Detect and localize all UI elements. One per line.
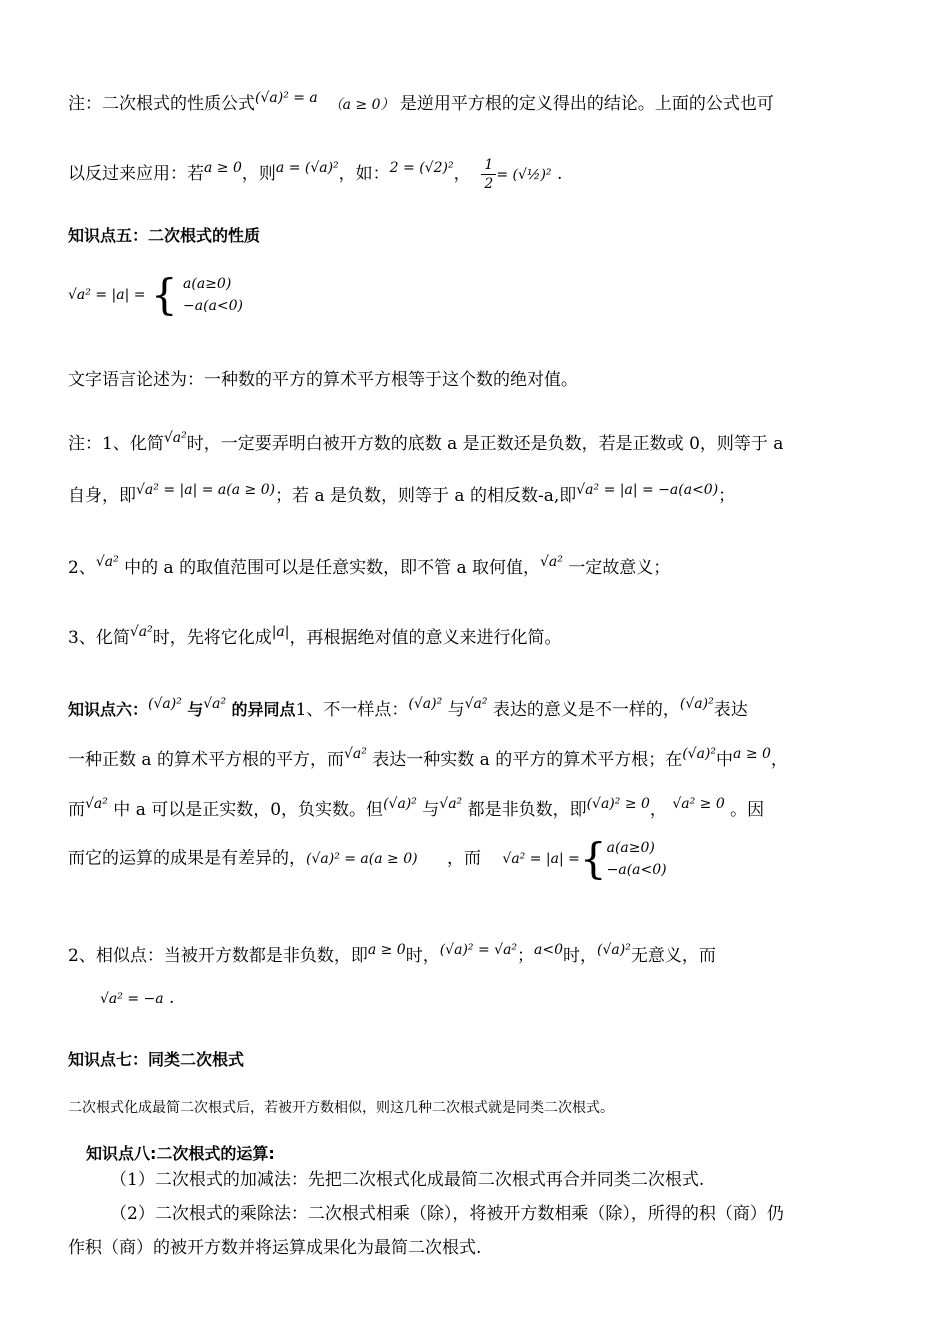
section8-p3: 作积（商）的被开方数并将运算成果化为最简二次根式. (68, 1238, 482, 1258)
nonneg-formula: (√a)² ≥ 0 (586, 796, 650, 812)
section6-line1 (68, 692, 748, 722)
condition-formula: （a ≥ 0） (328, 97, 395, 113)
body-text: ， (649, 800, 667, 820)
note-text: 3、化简 (68, 628, 130, 648)
body-text: 无意义，而 (630, 946, 716, 966)
period: . (169, 988, 175, 1008)
section6-title: 的异同点 (231, 700, 296, 719)
sqrt-a2: √a² (439, 796, 463, 812)
equality-formula: (√a)² = √a² (439, 942, 518, 958)
square-of-root: (√a)² (383, 796, 417, 812)
body-text: 1、不一样点： (295, 700, 409, 720)
sqrt-a2: √a² (129, 624, 153, 640)
note-text: ；若 a 是负数，则等于 a 的相反数-a,即 (275, 486, 577, 506)
condition-formula: a ≥ 0 (367, 942, 406, 958)
section7-title: 知识点七：同类二次根式 (68, 1050, 245, 1069)
section5-title: 知识点五：二次根式的性质 (68, 226, 261, 245)
body-text: 2、相似点：当被开方数都是非负数，即 (68, 946, 368, 966)
section5-formula (68, 269, 244, 319)
body-text: 。因 (730, 800, 765, 820)
body-text: 时， (405, 946, 440, 966)
body-text: 与 (447, 700, 465, 720)
square-of-root: (√a)² (597, 942, 631, 958)
section5-text: 文字语言论述为：一种数的平方的算术平方根等于这个数的绝对值。 (68, 370, 578, 390)
square-of-root: (√a)² (679, 696, 714, 712)
sqrt-a2: √a² (95, 554, 119, 570)
section6-line2 (68, 742, 788, 772)
cases (607, 837, 667, 881)
sqrt-a2: √a² (203, 696, 227, 712)
section6-title: 知识点六： (68, 700, 149, 719)
note-text: ，再根据绝对值的意义来进行化简。 (289, 628, 562, 648)
section6-line3 (68, 792, 764, 822)
section5-note3 (68, 620, 562, 650)
section5-note2 (68, 550, 670, 580)
note-text: 注：二次根式的性质公式 (68, 94, 255, 114)
body-text: 而 (68, 800, 85, 820)
abs-formula-lhs: √a² = |a| = (68, 286, 146, 303)
brace: { (579, 833, 607, 883)
body-text: 表达一种实数 a 的平方的算术平方根；在 (372, 750, 683, 770)
example-formula: 2 = (√2)² (389, 160, 454, 176)
condition-formula: a ≥ 0 (733, 746, 771, 762)
fraction-numerator: 1 (481, 156, 496, 175)
property-formula: (√a)² = a (255, 90, 318, 106)
section6-similar-line1 (68, 938, 716, 968)
sqrt-a2: √a² (464, 696, 488, 712)
body-text: 时， (563, 946, 598, 966)
body-text: ； (517, 946, 535, 966)
section5-note1-line1 (68, 426, 783, 456)
square-formula: (√a)² = a(a ≥ 0) (306, 850, 418, 867)
body-text: 而它的运算的成果是有差异的， (68, 848, 306, 869)
body-text: ，而 (447, 848, 481, 869)
note-text: 一定故意义； (568, 558, 671, 578)
fraction-denominator: 2 (484, 176, 494, 192)
abs-a: |a| (271, 624, 290, 640)
note-text: 时，一定要弄明白被开方数的底数 a 是正数还是负数，若是正数或 0，则等于 a (186, 434, 784, 454)
brace: { (150, 269, 178, 319)
square-of-root: (√a)² (148, 696, 182, 712)
note-line-1 (68, 86, 774, 117)
condition-formula: a<0 (534, 942, 564, 958)
nonneg-formula: √a² ≥ 0 (672, 796, 725, 812)
case-positive: a(a≥0) (183, 275, 232, 292)
sqrt-a2: √a² (540, 554, 563, 570)
section6-title: 与 (187, 700, 204, 719)
square-of-root: (√a)² (408, 696, 443, 712)
negative-formula: √a² = −a (100, 991, 164, 1007)
cases (183, 273, 243, 317)
body-text: 与 (422, 800, 440, 820)
abs-formula-lhs: √a² = |a| = (502, 850, 580, 867)
section8-p1: （1）二次根式的加减法：先把二次根式化成最简二次根式再合并同类二次根式. (110, 1170, 705, 1190)
note-text: ，则 (241, 164, 276, 184)
note-line-2: 以反过来应用：若a ≥ 0，则a = (√a)²，如：2 = (√2)²， $\frac{1}{2}$ = (√½)² . (68, 157, 563, 192)
note-text: ； (718, 486, 736, 506)
section6-line4 (68, 833, 667, 883)
positive-case-formula: √a² = |a| = a(a ≥ 0) (136, 482, 276, 498)
body-text: 中 a 可以是正实数，0，负实数。但 (113, 800, 384, 820)
body-text: 都是非负数，即 (467, 800, 587, 820)
body-text: 一种正数 a 的算术平方根的平方，而 (68, 750, 344, 770)
sqrt-a2: √a² (163, 430, 187, 446)
sqrt-a2: √a² (343, 746, 367, 762)
note-text: 2、 (68, 558, 96, 578)
reverse-formula: a = (√a)² (275, 160, 339, 176)
section8-title: 知识点八:二次根式的运算: (86, 1144, 275, 1163)
note-text: 自身，即 (68, 486, 136, 506)
section5-note1-line2 (68, 478, 735, 508)
section7-text: 二次根式化成最简二次根式后，若被开方数相似，则这几种二次根式就是同类二次根式。 (68, 1100, 614, 1116)
note-text: 以反过来应用：若 (68, 164, 204, 184)
body-text: 中 (716, 750, 734, 770)
fraction (481, 156, 496, 193)
case-positive: a(a≥0) (606, 839, 655, 856)
note-text: 是逆用平方根的定义得出的结论。上面的公式也可 (399, 94, 774, 114)
case-negative: −a(a<0) (606, 861, 667, 878)
condition-formula: a ≥ 0 (204, 160, 242, 176)
note-text: 时，先将它化成 (152, 628, 272, 648)
period: . (556, 164, 563, 184)
note-text: 注：1、化简 (68, 434, 164, 454)
body-text: 表达的意义是不一样的， (492, 700, 680, 720)
sqrt-a2: √a² (85, 796, 108, 812)
body-text: 表达 (713, 700, 748, 720)
body-text: ， (770, 750, 788, 770)
note-text: ，如： (338, 164, 390, 184)
section8-p2: （2）二次根式的乘除法：二次根式相乘（除），将被开方数相乘（除），所得的积（商）仍 (110, 1204, 784, 1224)
negative-case-formula: √a² = |a| = −a(a<0) (576, 482, 719, 498)
example-formula: = (√½)² (496, 167, 552, 183)
case-negative: −a(a<0) (183, 297, 244, 314)
square-of-root: (√a)² (682, 746, 717, 762)
section6-similar-line2 (100, 986, 174, 1011)
note-text: 中的 a 的取值范围可以是任意实数，即不管 a 取何值， (124, 558, 541, 578)
